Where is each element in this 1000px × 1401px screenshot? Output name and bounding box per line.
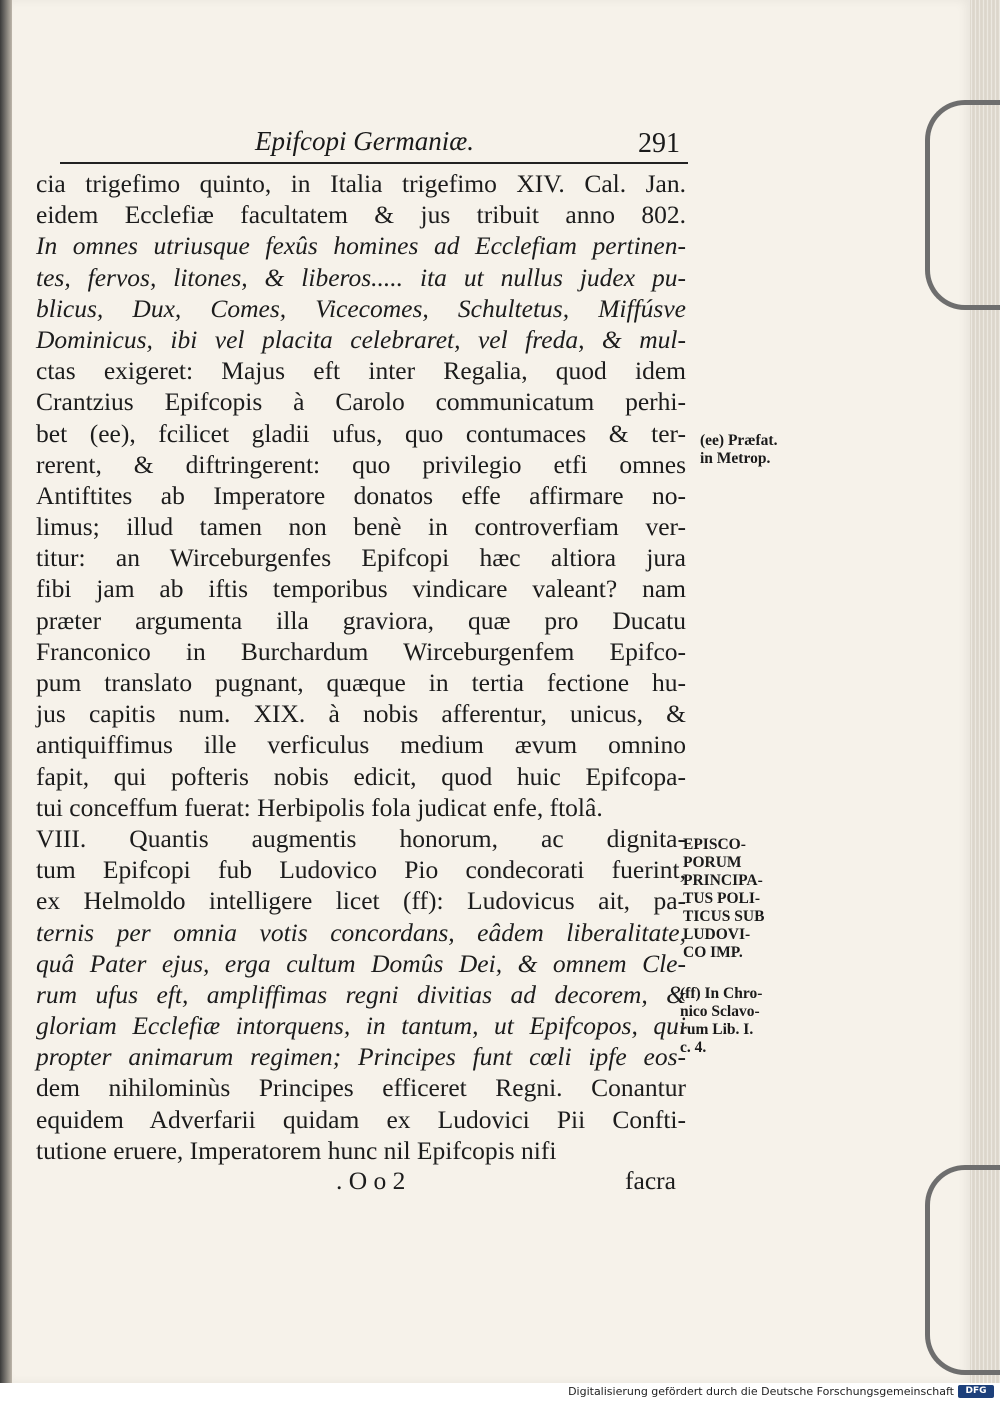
margin-note-line: EPISCO- [683,836,746,853]
text-line: tutione eruere, Imperatorem hunc nil Epifcopis nifi [36,1135,557,1165]
margin-note-line: TUS POLI- [683,890,761,907]
text-line: ternis per omnia votis concordans, eâdem liberalitate, [36,917,686,947]
text-line: limus; illud tamen non benè in controverfiam ver- [36,512,686,542]
dfg-logo: DFG [958,1385,994,1398]
margin-note-line: LUDOVI- [683,926,751,943]
page-number: 291 [638,128,680,159]
text-line: dem nihilominùs Principes efficeret Regni. Conantur [36,1073,686,1103]
page-header [60,120,685,164]
text-line: equidem Adverfarii quidam ex Ludovici Pii Confti- [36,1104,686,1134]
margin-note-ee [700,432,777,468]
text-line: propter animarum regimen; Principes funt cœli ipfe eos- [36,1042,686,1072]
text-line: tes, fervos, litones, & liberos..... ita ut nullus judex pu- [36,262,686,292]
text-line: cia trigefimo quinto, in Italia trigefimo XIV. Cal. Jan. [36,169,686,198]
catchword: facra [625,1166,676,1195]
text-line: gloriam Ecclefiæ intorquens, in tantum, ut Epifcopos, qui [36,1011,686,1041]
margin-note-line: c. 4. [680,1039,707,1056]
text-line: blicus, Dux, Comes, Vicecomes, Schultetus, Miffúsve [36,293,686,323]
text-line: fapit, qui pofteris nobis edicit, quod huic Epifcopa- [36,761,686,791]
catchword-line [36,1166,686,1200]
text-line: antiquiffimus ille verficulus medium ævum omnino [36,730,686,760]
margin-note-line: (ff) In Chro- [680,985,763,1002]
text-line: Franconico in Burchardum Wirceburgenfem Epifco- [36,636,686,666]
margin-note-line: in Metrop. [700,450,771,467]
text-line: eidem Ecclefiæ facultatem & jus tribuit anno 802. [36,200,686,230]
text-line: fibi jam ab iftis temporibus vindicare valeant? nam [36,574,686,604]
running-head: Epifcopi Germaniæ. [255,126,474,156]
binding-shadow [0,0,12,1383]
margin-note-line: (ee) Præfat. [700,432,778,449]
margin-note-ff [680,985,805,1057]
text-line: jus capitis num. XIX. à nobis afferentur, unicus, & [36,699,686,729]
text-line: rerent, & diftringerent: quo privilegio etfi omnes [36,449,686,479]
margin-note-line: CO IMP. [683,944,743,961]
page-clip-bottom [925,1165,1000,1375]
page-clip-top [925,100,1000,310]
text-line: Antiftites ab Imperatore donatos effe affirmare no- [36,480,686,510]
text-line: ex Helmoldo intelligere licet (ff): Ludovicus ait, pa- [36,886,686,916]
margin-note-line: rum Lib. I. [680,1021,754,1038]
margin-note-line: PORUM [683,854,742,871]
text-line: VIII. Quantis augmentis honorum, ac dignita- [36,823,686,853]
text-line: pum translato pugnant, quæque in tertia fectione hu- [36,668,686,697]
header-rule [60,162,688,164]
text-line: ctas exigeret: Majus eft inter Regalia, quod idem [36,356,686,386]
dfg-credit: Digitalisierung gefördert durch die Deutsche Forschungsgemeinschaft [568,1385,954,1398]
text-line: quâ Pater ejus, erga cultum Domûs Dei, & omnem Cle- [36,948,686,978]
text-line: titur: an Wirceburgenfes Epifcopi hæc altiora jura [36,543,686,573]
text-line: Crantzius Epifcopis à Carolo communicatum perhi- [36,387,686,417]
margin-note-line: TICUS SUB [683,908,765,925]
body-text [36,168,686,1166]
margin-note-line: PRINCIPA- [683,872,763,889]
margin-note-episcoporum [683,836,803,962]
text-line: rum ufus eft, ampliffimas regni divitias ad decorem, & [36,979,686,1009]
margin-note-line: nico Sclavo- [680,1003,760,1020]
text-line: præter argumenta illa graviora, quæ pro Ducatu [36,605,686,635]
footer-bar [0,1383,1000,1401]
text-line: bet (ee), fcilicet gladii ufus, quo contumaces & ter- [36,418,686,448]
text-line: Dominicus, ibi vel placita celebraret, vel freda, & mul- [36,324,686,354]
text-line: tum Epifcopi fub Ludovico Pio condecorati fuerint, [36,855,686,885]
signature-mark: . O o 2 [336,1166,406,1195]
text-line: In omnes utriusque fexûs homines ad Ecclefiam pertinen- [36,231,686,261]
text-line: tui conceffum fuerat: Herbipolis fola judicat enfe, ftolâ. [36,792,603,822]
